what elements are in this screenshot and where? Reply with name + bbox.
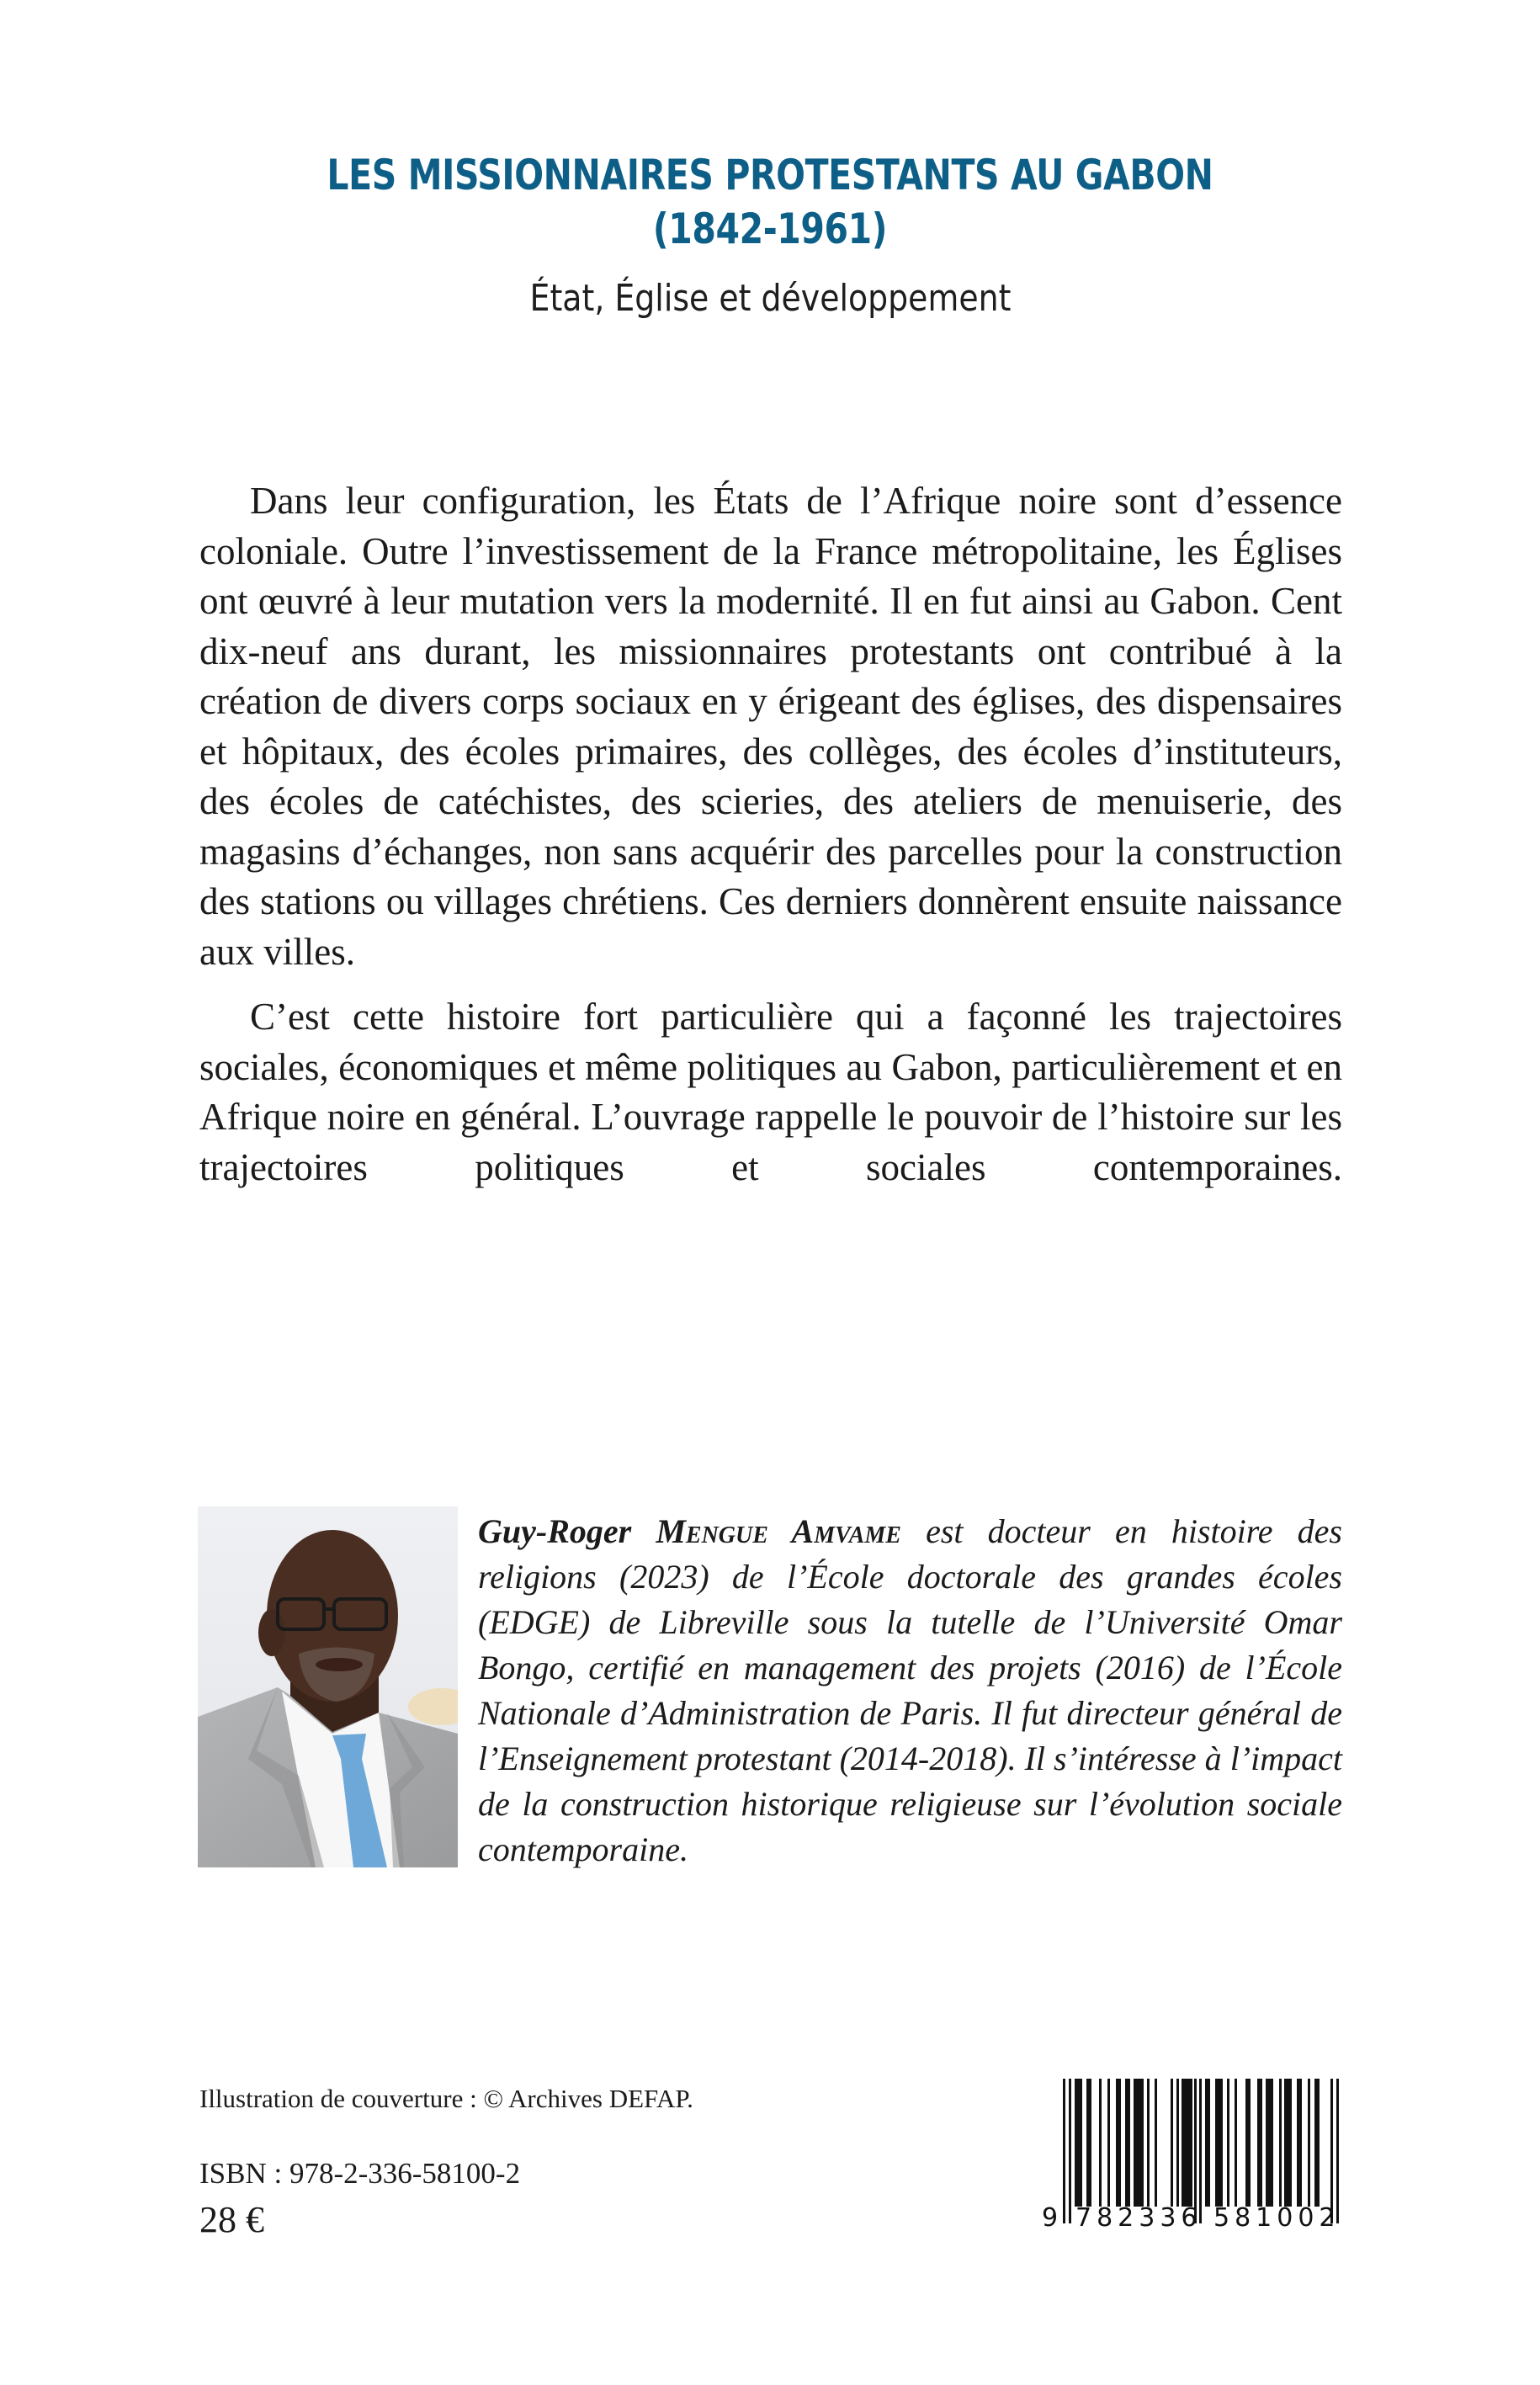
- author-surname: Mengue Amvame: [656, 1512, 901, 1550]
- summary-paragraph-1: Dans leur configuration, les États de l’Afrique noire sont d’essence coloniale. Outre l’investissement de la France métropolitaine, les Églises ont œuvré à leur mutation vers la modernité. Il en fut ainsi au Gabon. Cent dix-neuf ans durant, les missionnaires protestants ont contribué à la création de divers corps sociaux en y érigeant des églises, des dispensaires et hôpitaux, des écoles primaires, des collèges, des écoles d’instituteurs, des écoles de catéchistes, des scieries, des ateliers de menuiserie, des magasins d’échanges, non sans acquérir des parcelles pour la construction des stations ou villages chrétiens. Ces derniers donnèrent ensuite naissance aux villes.: [199, 480, 1342, 973]
- barcode-right-digits: 581002: [1213, 2203, 1341, 2233]
- author-bio: [478, 1509, 1342, 1872]
- cover-illustration-credit: Illustration de couverture : © Archives DEFAP.: [199, 2084, 693, 2113]
- author-portrait-image: [198, 1506, 458, 1867]
- author-bio-text: est docteur en histoire des religions (2023) de l’École doctorale des grandes écoles (EDGE) de Libreville sous la tutelle de l’Université Omar Bongo, certifié en management des projets (2016) de l’École Nationale d’Administration de Paris. Il fut directeur général de l’Enseignement protestant (2014-2018). Il s’intéresse à l’impact de la construction historique religieuse sur l’évolution sociale contemporaine.: [478, 1512, 1343, 1868]
- book-subtitle-text: État, Église et développement: [529, 277, 1011, 320]
- isbn-barcode: [1040, 2077, 1345, 2242]
- book-title: [0, 148, 1540, 256]
- author-photo: [198, 1506, 458, 1867]
- book-title-line-2: (1842-1961): [652, 205, 888, 253]
- book-subtitle: [0, 274, 1540, 324]
- book-summary: [199, 476, 1342, 1192]
- barcode-first-digit: 9: [1042, 2203, 1059, 2233]
- isbn-label: ISBN : 978-2-336-58100-2: [199, 2157, 521, 2190]
- price-label: 28 €: [199, 2199, 264, 2240]
- author-bio-paragraph: [478, 1509, 1342, 1872]
- summary-paragraph-2: C’est cette histoire fort particulière qui a façonné les trajectoires sociales, économiques et même politiques au Gabon, particulièrement et en Afrique noire en général. L’ouvrage rappelle le pouvoir de l’histoire sur les trajectoires politiques et sociales contemporaines.: [199, 996, 1342, 1188]
- barcode-left-digits: 782336: [1075, 2203, 1203, 2233]
- author-first-name: Guy-Roger: [478, 1512, 632, 1550]
- book-title-line-1: LES MISSIONNAIRES PROTESTANTS AU GABON: [327, 151, 1213, 199]
